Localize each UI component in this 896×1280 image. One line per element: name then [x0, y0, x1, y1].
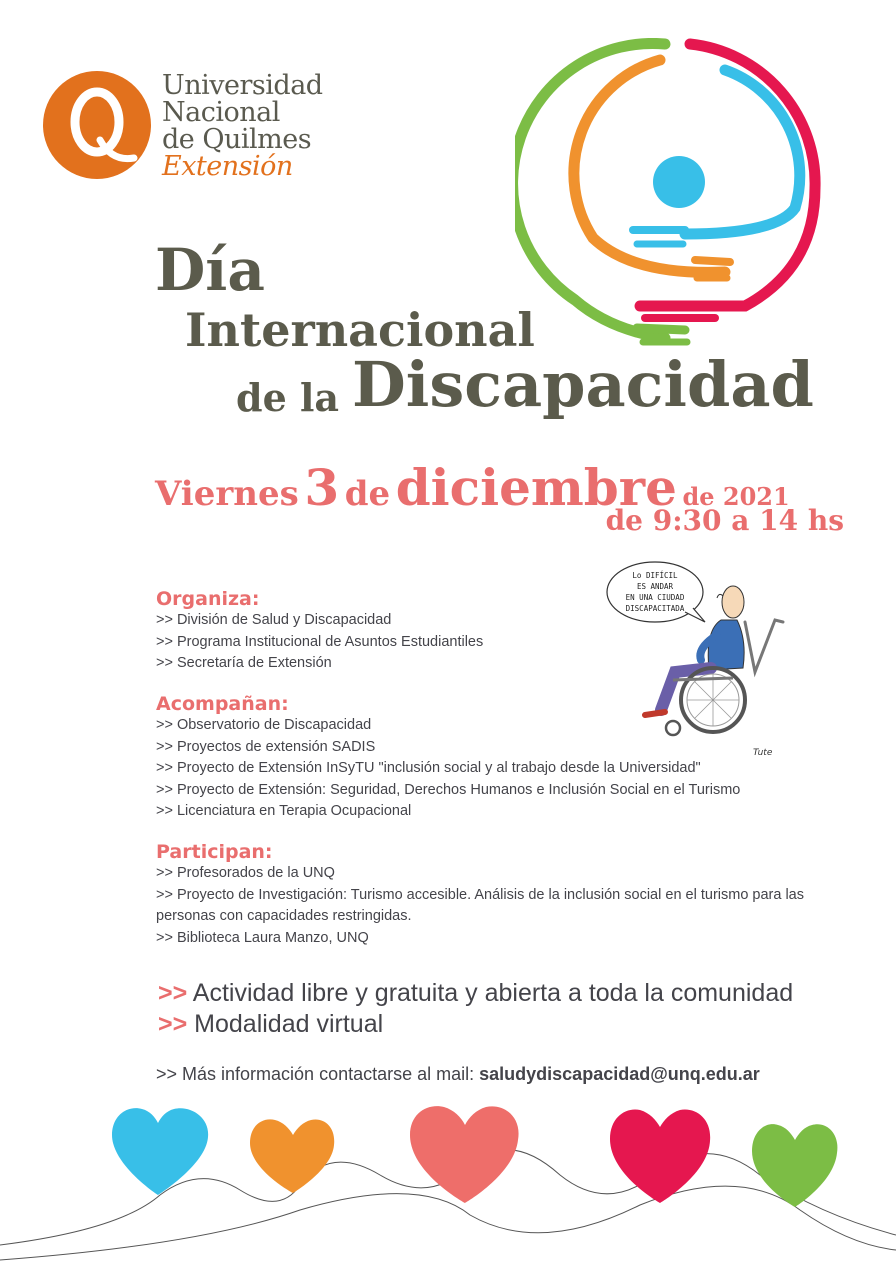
bubble-line-3: EN UNA CIUDAD: [625, 593, 685, 602]
participan-item: >> Proyecto de Investigación: Turismo accesible. Análisis de la inclusión social en el turismo para las personas con capacidades restringidas.: [156, 886, 804, 924]
participan-item: >> Profesorados de la UNQ: [156, 865, 335, 881]
date-year: de 2021: [682, 482, 790, 511]
title-discapacidad: Discapacidad: [352, 348, 814, 421]
acompanan-item: >> Observatorio de Discapacidad: [156, 717, 372, 733]
salmon-heart-icon: [410, 1106, 519, 1203]
statement-line-1: Actividad libre y gratuita y abierta a toda la comunidad: [192, 979, 794, 1007]
contact-email-link[interactable]: saludydiscapacidad@unq.edu.ar: [479, 1064, 760, 1084]
organiza-item: >> Secretaría de Extensión: [156, 655, 332, 671]
date-day: 3: [304, 458, 340, 517]
hearts-decoration: [0, 1095, 896, 1280]
cartoon-signature: Tute: [753, 748, 773, 758]
blue-heart-icon: [112, 1108, 208, 1195]
logo-line-2: Nacional: [162, 97, 280, 128]
date-month: diciembre: [395, 458, 677, 517]
bubble-line-1: Lo DIFÍCIL: [632, 571, 678, 580]
logo-line-3: de Quilmes: [162, 124, 312, 155]
acompanan-title: Acompañan:: [156, 693, 289, 715]
bubble-line-4: DISCAPACITADA: [625, 604, 685, 613]
participan-item: >> Biblioteca Laura Manzo, UNQ: [156, 929, 369, 946]
organiza-title: Organiza:: [156, 588, 260, 610]
contact-line: [156, 1064, 760, 1085]
organiza-item: >> Programa Institucional de Asuntos Estudiantiles: [156, 633, 484, 650]
event-time: de 9:30 a 14 hs: [605, 504, 844, 537]
statement-virtual: [158, 1009, 383, 1039]
acompanan-item: >> Proyectos de extensión SADIS: [156, 738, 376, 755]
contact-prefix: >> Más información contactarse al mail:: [156, 1064, 480, 1084]
participan-title: Participan:: [156, 841, 273, 863]
section-organiza: [156, 588, 483, 675]
section-participan: [156, 841, 846, 949]
acompanan-item: >> Licenciatura en Terapia Ocupacional: [156, 803, 412, 819]
acompanan-item: >> Proyecto de Extensión InSyTU "inclusión social y al trabajo desde la Universidad": [156, 760, 701, 776]
q-logo-icon: [42, 70, 152, 180]
wheelchair-cartoon: [605, 560, 785, 760]
logo-text: [162, 72, 323, 180]
organiza-item: >> División de Salud y Discapacidad: [156, 612, 392, 628]
statement-line-2: Modalidad virtual: [194, 1010, 384, 1038]
logo-line-1: Universidad: [162, 70, 323, 101]
orange-heart-icon: [250, 1119, 334, 1193]
date-de: de: [344, 474, 391, 514]
green-heart-icon: [752, 1124, 837, 1207]
inclusion-emblem-icon: [515, 38, 825, 358]
bubble-line-2: ES ANDAR: [636, 582, 674, 591]
arrow-marker: >>: [158, 979, 188, 1007]
arrow-marker: >>: [158, 1010, 188, 1038]
logo-line-4: Extensión: [162, 151, 293, 182]
acompanan-item: >> Proyecto de Extensión: Seguridad, Derechos Humanos e Inclusión Social en el Turismo: [156, 781, 741, 798]
statement-free-activity: [158, 978, 793, 1008]
unq-logo: [42, 70, 332, 190]
date-weekday: Viernes: [155, 474, 299, 514]
title-internacional: Internacional: [185, 303, 535, 357]
title-dia: Día: [155, 236, 265, 304]
title-de-la: de la: [236, 375, 340, 420]
